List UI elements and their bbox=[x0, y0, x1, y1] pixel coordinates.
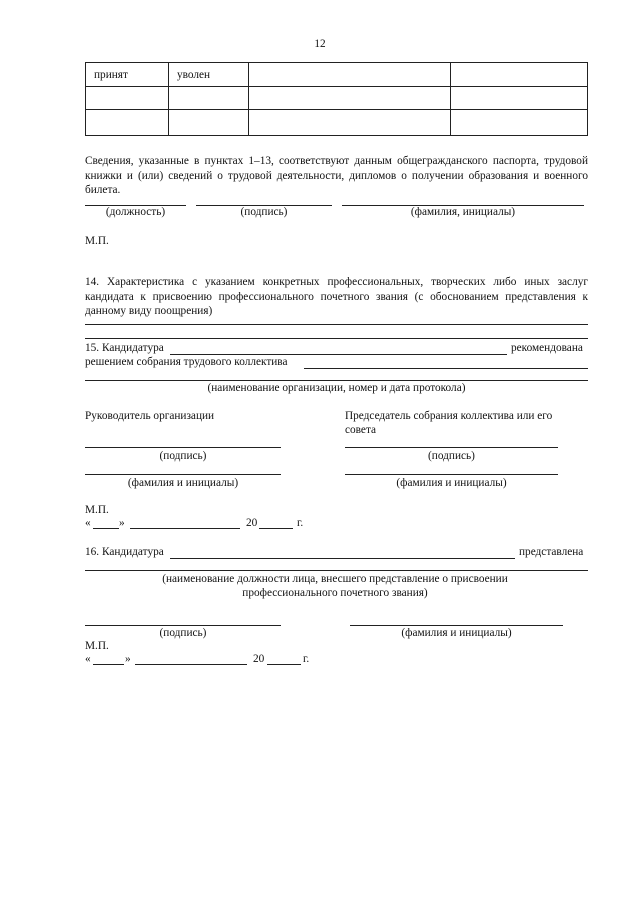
table-cell bbox=[451, 63, 588, 87]
presenter-signature-caption: (подпись) bbox=[159, 627, 207, 639]
table-cell bbox=[86, 87, 169, 110]
chairman-name-caption: (фамилия и инициалы) bbox=[396, 477, 507, 489]
chairman-signature-line[interactable] bbox=[345, 447, 558, 448]
table-cell bbox=[169, 110, 249, 136]
table-cell bbox=[249, 110, 451, 136]
stamp-label: М.П. bbox=[85, 504, 109, 516]
chairman-title: Председатель собрания коллектива или его совета bbox=[345, 410, 553, 436]
recommended-label: рекомендована bbox=[511, 342, 583, 354]
signature-caption: (подпись) bbox=[240, 206, 288, 218]
table-cell: принят bbox=[86, 63, 169, 87]
table-row bbox=[86, 87, 588, 110]
section16-label: 16. Кандидатура bbox=[85, 546, 164, 558]
presenter-name-caption: (фамилия и инициалы) bbox=[401, 627, 512, 639]
chairman-name-line[interactable] bbox=[345, 474, 558, 475]
stamp-label: М.П. bbox=[85, 640, 109, 652]
presenter-name-line[interactable] bbox=[350, 625, 563, 626]
candidate16-line[interactable] bbox=[170, 558, 515, 559]
presenter-caption: (наименование должности лица, внесшего представление о присвоении профессионального почетного звания) bbox=[162, 573, 508, 599]
director-signature-line[interactable] bbox=[85, 447, 281, 448]
day-line[interactable] bbox=[93, 528, 119, 529]
table-cell bbox=[86, 110, 169, 136]
section14-line[interactable] bbox=[85, 338, 588, 339]
position-caption: (должность) bbox=[105, 206, 166, 218]
presented-label: представлена bbox=[519, 546, 584, 558]
presenter-position-line[interactable] bbox=[85, 570, 588, 571]
director-title: Руководитель организации bbox=[85, 410, 215, 422]
table-cell bbox=[451, 110, 588, 136]
page-number: 12 bbox=[314, 38, 326, 50]
table-cell bbox=[249, 87, 451, 110]
name-caption: (фамилия, инициалы) bbox=[410, 206, 516, 218]
table-row bbox=[86, 63, 588, 87]
section14-text: 14. Характеристика с указанием конкретных профессиональных, творческих либо иных заслуг кандидата к присвоению профессионального почетного звания (с обоснованием представления к данному виду поощрения) bbox=[85, 276, 588, 317]
day-line[interactable] bbox=[93, 664, 124, 665]
table-cell: уволен bbox=[169, 63, 249, 87]
month-line[interactable] bbox=[130, 528, 240, 529]
director-name-line[interactable] bbox=[85, 474, 281, 475]
verification-text: Сведения, указанные в пунктах 1–13, соответствуют данным общегражданского паспорта, трудовой книжки и (или) сведений о трудовой деятельности, дипломов о получении образования и военного билета. bbox=[85, 155, 588, 196]
decision-label: решением собрания трудового коллектива bbox=[85, 356, 288, 368]
chairman-signature-caption: (подпись) bbox=[428, 450, 475, 462]
table-cell bbox=[451, 87, 588, 110]
year-prefix: 20 bbox=[253, 653, 265, 665]
collective-line[interactable] bbox=[304, 368, 588, 369]
table-row bbox=[86, 110, 588, 136]
table-cell bbox=[249, 63, 451, 87]
date-close-quote: » bbox=[125, 653, 131, 665]
year-suffix: г. bbox=[303, 653, 310, 665]
section14-line[interactable] bbox=[85, 324, 588, 325]
date-close-quote: » bbox=[119, 517, 125, 529]
year-line[interactable] bbox=[259, 528, 293, 529]
presenter-signature-line[interactable] bbox=[85, 625, 281, 626]
table-cell bbox=[169, 87, 249, 110]
stamp-label: М.П. bbox=[85, 235, 109, 247]
director-signature-caption: (подпись) bbox=[159, 450, 207, 462]
year-suffix: г. bbox=[297, 517, 304, 529]
candidate-line[interactable] bbox=[170, 354, 507, 355]
organization-line[interactable] bbox=[85, 380, 588, 381]
year-prefix: 20 bbox=[246, 517, 258, 529]
month-line[interactable] bbox=[135, 664, 247, 665]
director-name-caption: (фамилия и инициалы) bbox=[127, 477, 239, 489]
org-caption: (наименование организации, номер и дата протокола) bbox=[207, 382, 466, 394]
date-open-quote: « bbox=[85, 653, 91, 665]
year-line[interactable] bbox=[267, 664, 301, 665]
date-open-quote: « bbox=[85, 517, 91, 529]
section15-label: 15. Кандидатура bbox=[85, 342, 164, 354]
employment-table bbox=[85, 62, 588, 136]
